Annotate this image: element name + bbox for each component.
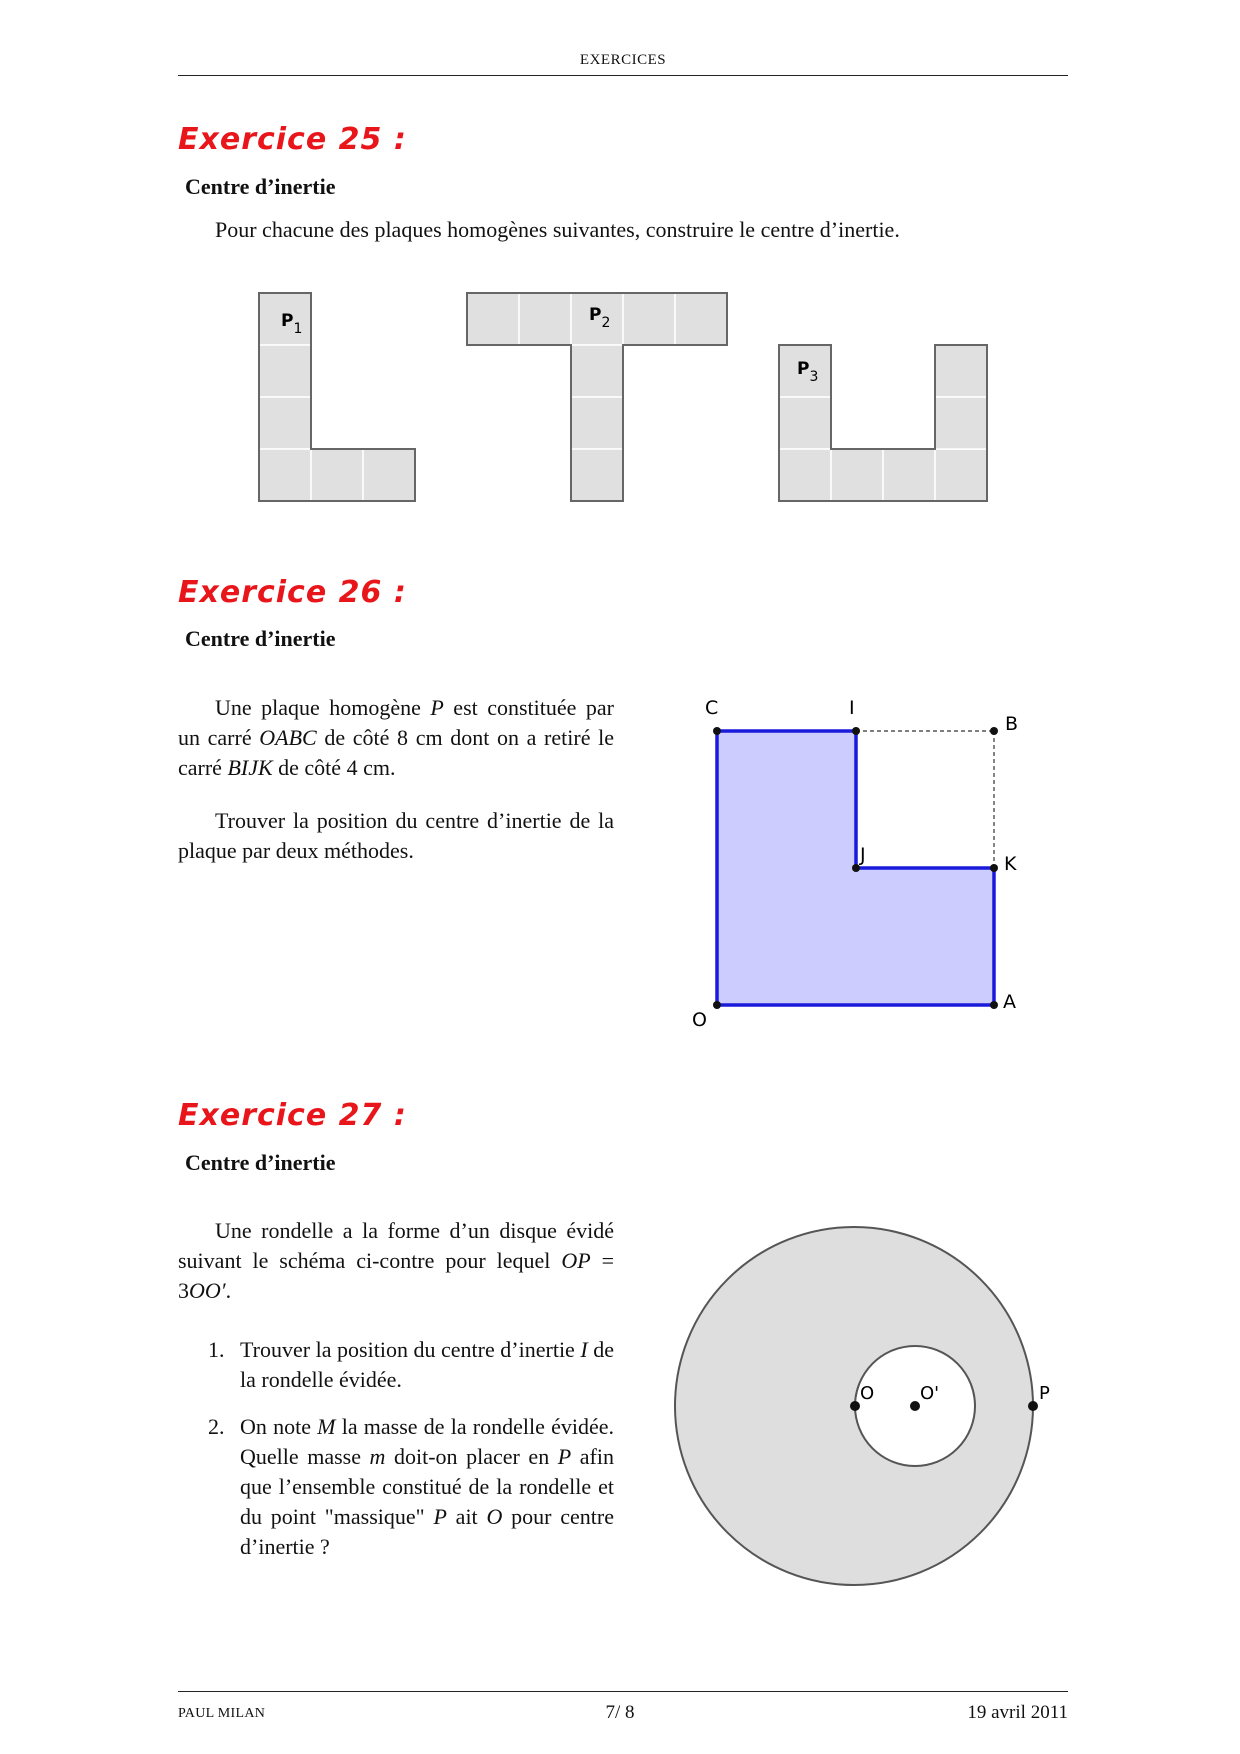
label-b: B [1005,713,1019,735]
washer-figure [660,1220,1080,1590]
exercise-27-subtitle: Centre d’inertie [185,1150,336,1175]
point-b [990,727,998,735]
question-1: 1. Trouver la position du centre d’inertie I de la rondelle évidée. [208,1337,615,1392]
point-j [852,864,860,872]
plates-figure [0,0,1240,520]
plate-cell [623,293,675,345]
point-o [713,1001,721,1009]
label-k: K [1004,853,1017,875]
plate-cell [311,449,363,501]
exercise-25-statement: Pour chacune des plaques homogènes suivantes, construire le centre d’inertie. [215,217,900,242]
label-a: A [1003,991,1016,1013]
plate-cell [571,345,623,397]
footer-author: PAUL MILAN [178,1706,266,1721]
plate-1 [259,293,415,501]
plate-3 [779,345,987,501]
plate-cell [935,449,987,501]
exercise-27-intro: Une rondelle a la forme d’un disque évidé suivant le schéma ci-contre pour lequel OP = 3OO′. [178,1218,614,1303]
plate-cell [935,345,987,397]
plate-cell [571,397,623,449]
question-2: 2. On note M la masse de la rondelle évidée. Quelle masse m doit-on placer en P afin que l’ensemble constitué de la rondelle et du point "massique" P ait O pour centre d’inertie ? [208,1414,614,1559]
label-i: I [849,697,855,719]
label-o: O [860,1383,875,1404]
plate-cell [363,449,415,501]
point-o [850,1401,860,1411]
plate-cell [883,449,935,501]
label-j: J [860,844,866,866]
plate-cell [831,449,883,501]
point-i [852,727,860,735]
point-k [990,864,998,872]
exercise-27-title: Exercice 27 : [178,1098,407,1133]
question-list [178,1335,614,1562]
exercise-26-title: Exercice 26 : [178,575,407,610]
plate-cell [779,449,831,501]
plate-cell [259,345,311,397]
footer-page: 7/ 8 [605,1702,635,1723]
point-a [990,1001,998,1009]
exercise-25-title: Exercice 25 : [178,122,407,157]
plate-cell [935,397,987,449]
plate-label: $P_2$ [589,305,611,331]
label-p: P [1039,1383,1050,1404]
plate-cell [779,397,831,449]
footer-rule [178,1691,1068,1692]
plate-label: $P_3$ [797,359,819,385]
plate-cell [571,449,623,501]
plate-cell [259,449,311,501]
plate-cell [675,293,727,345]
label-c: C [705,697,719,719]
exercise-26-subtitle: Centre d’inertie [185,626,336,651]
exercise-25-subtitle: Centre d’inertie [185,174,336,199]
plate-2 [467,293,727,501]
exercise-26-paragraph-2: Trouver la position du centre d’inertie de la plaque par deux méthodes. [178,808,614,863]
point-c [713,727,721,735]
square-figure [680,690,1040,1035]
running-head: EXERCICES [579,52,667,68]
plate-cell [467,293,519,345]
footer-date: 19 avril 2011 [967,1702,1068,1723]
label-o-prime: O' [920,1383,940,1404]
label-o: O [692,1009,707,1031]
plate-label: $P_1$ [281,311,303,337]
plate-cell [519,293,571,345]
point-o-prime [910,1401,920,1411]
plate-cell [259,397,311,449]
exercise-26-paragraph-1: Une plaque homogène P est constituée par un carré OABC de côté 8 cm dont on a retiré le carré BIJK de côté 4 cm. [178,695,614,780]
point-p [1028,1401,1038,1411]
